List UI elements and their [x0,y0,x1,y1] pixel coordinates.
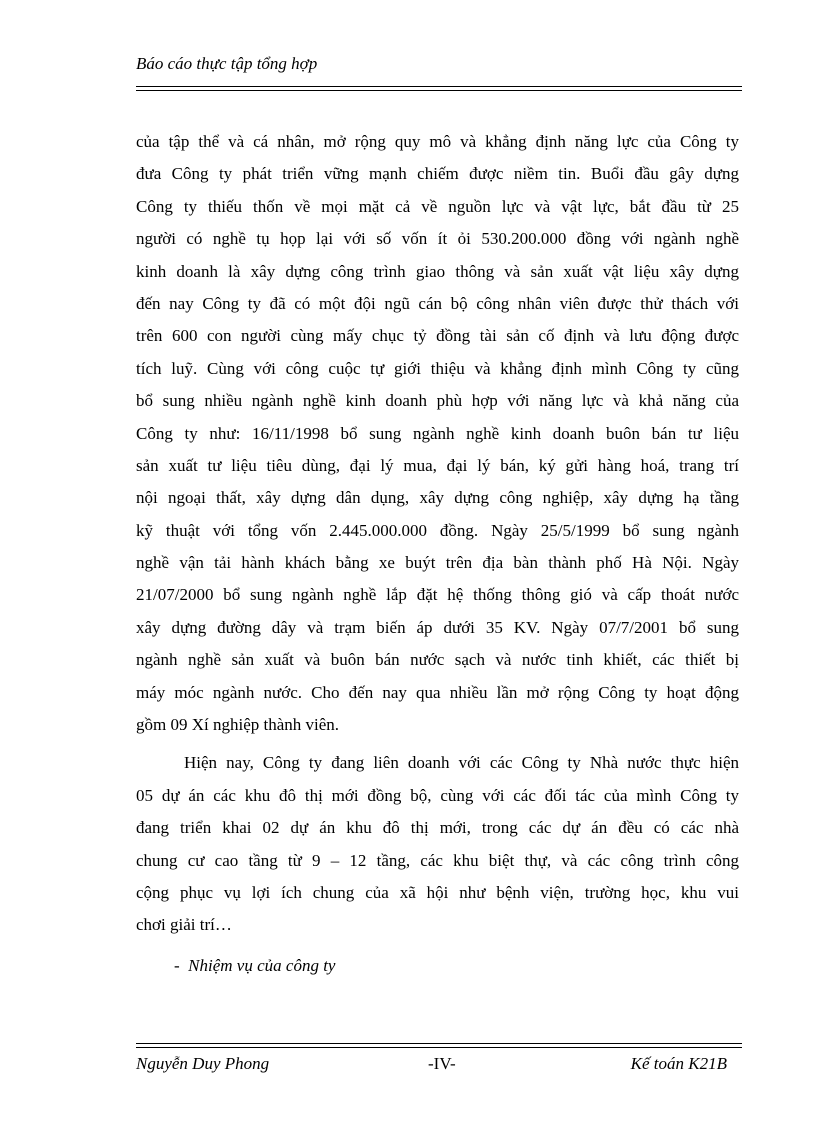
footer [136,1054,739,1076]
text-line: 21/07/2000 bổ sung ngành nghề lắp đặt hệ thống thông gió và cấp thoát nước [136,585,739,605]
text-line: tích luỹ. Cùng với công cuộc tự giới thiệu và khẳng định mình Công ty cũng [136,358,739,378]
bullet-marker: - [174,956,180,975]
text-line: trên 600 con người cùng mấy chục tỷ đồng tài sản cố định và lưu động được [136,326,739,346]
footer-rule-bottom [136,1047,742,1048]
text-line: của tập thể và cá nhân, mở rộng quy mô và khẳng định năng lực của Công ty [136,132,739,151]
text-line: Hiện nay, Công ty đang liên doanh với các Công ty Nhà nước thực hiện [184,753,739,773]
paragraph-2 [136,747,739,941]
text-line: chung cư cao tầng từ 9 – 12 tầng, các khu biệt thự, và các công trình công [136,850,739,870]
footer-page-number: -IV- [428,1054,456,1073]
text-line: xây dựng đường dây và trạm biến áp dưới 35 KV. Ngày 07/7/2001 bổ sung [136,617,739,637]
text-line: máy móc ngành nước. Cho đến nay qua nhiều lần mở rộng Công ty hoạt động [136,682,739,702]
text-line: sản xuất tư liệu tiêu dùng, đại lý mua, đại lý bán, ký gửi hàng hoá, trang trí [136,455,739,475]
body-text [136,126,739,942]
text-line: 05 dự án các khu đô thị mới đồng bộ, cùng với các đối tác của mình Công ty [136,785,739,805]
text-line: kỹ thuật với tổng vốn 2.445.000.000 đồng. Ngày 25/5/1999 bổ sung ngành [136,520,739,540]
footer-class: Kế toán K21B [630,1054,727,1073]
header-rule-bottom [136,90,742,91]
text-line: cộng phục vụ lợi ích chung của xã hội như bệnh viện, trường học, khu vui [136,882,739,902]
text-line: Công ty như: 16/11/1998 bổ sung ngành nghề kinh doanh buôn bán tư liệu [136,423,739,443]
text-line: người có nghề tụ họp lại với số vốn ít ỏi 530.200.000 đồng với ngành nghề [136,229,739,249]
text-line: chơi giải trí… [136,915,232,935]
text-line: đến nay Công ty đã có một đội ngũ cán bộ công nhân viên được thử thách với [136,293,739,313]
text-line: kinh doanh là xây dựng công trình giao thông và sản xuất vật liệu xây dựng [136,261,739,281]
header-title: Báo cáo thực tập tổng hợp [136,54,318,73]
header-rule-top [136,86,742,87]
footer-author: Nguyễn Duy Phong [136,1054,270,1073]
text-line: đưa Công ty phát triển vững mạnh chiếm được niềm tin. Buổi đầu gây dựng [136,164,739,184]
text-line: đang triển khai 02 dự án khu đô thị mới, trong các dự án đều có các nhà [136,818,739,838]
footer-rule-top [136,1043,742,1044]
paragraph-1 [136,126,739,741]
text-line: bổ sung nhiều ngành nghề kinh doanh phù hợp với năng lực và khả năng của [136,391,739,411]
text-line: gồm 09 Xí nghiệp thành viên. [136,715,340,735]
text-line: ngành nghề sản xuất và buôn bán nước sạch và nước tinh khiết, các thiết bị [136,650,739,670]
section-bullet [174,956,335,976]
text-line: Công ty thiếu thốn về mọi mặt cả về nguồn lực và vật lực, bắt đầu từ 25 [136,196,739,216]
text-line: nghề vận tải hành khách bằng xe buýt trên địa bàn thành phố Hà Nội. Ngày [136,553,739,573]
bullet-text: Nhiệm vụ của công ty [188,956,336,975]
text-line: nội ngoại thất, xây dựng dân dụng, xây dựng công nghiệp, xây dựng hạ tầng [136,488,739,508]
